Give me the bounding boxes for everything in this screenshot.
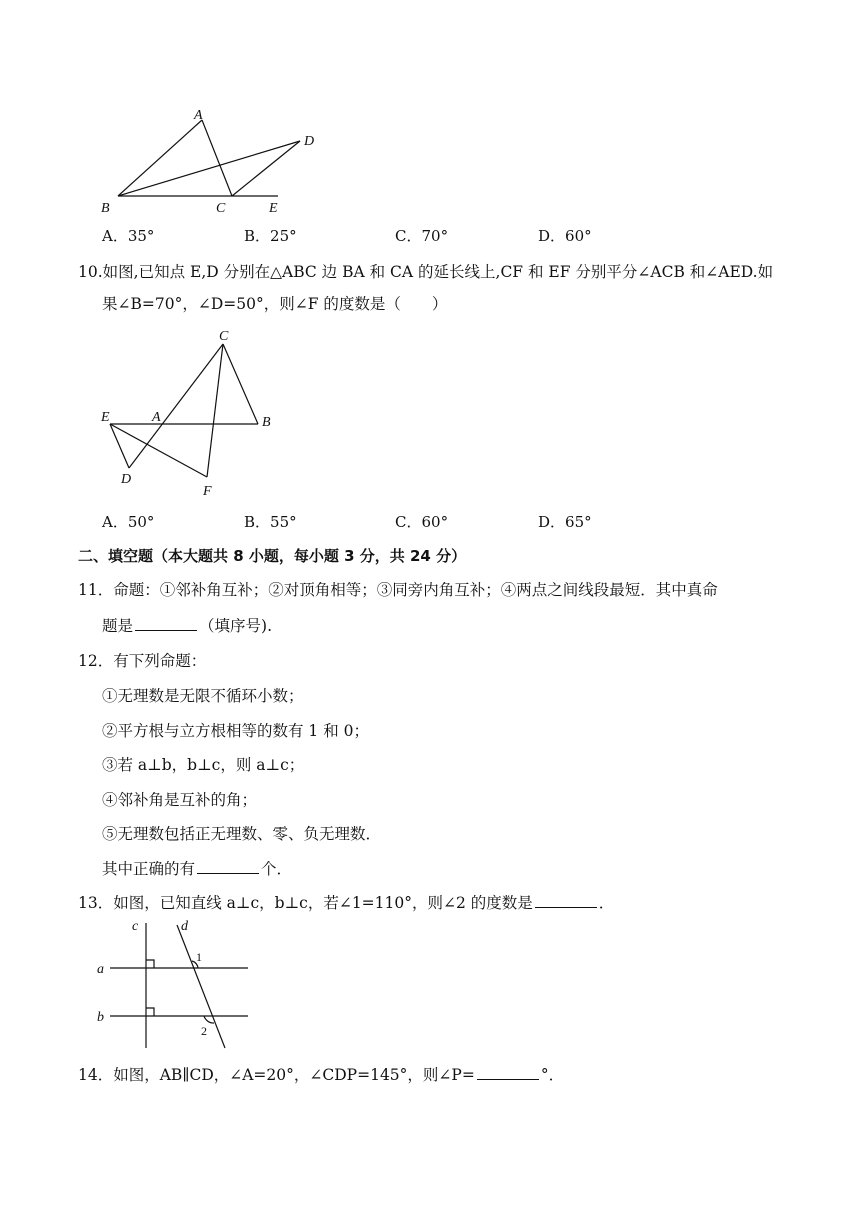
q9-option-d: D．60° xyxy=(538,227,592,245)
q12-tail xyxy=(102,859,292,879)
label-e: E xyxy=(101,410,110,425)
q14-answer-blank[interactable] xyxy=(477,1065,539,1080)
line-ba xyxy=(118,120,202,196)
label-a: a xyxy=(97,962,104,977)
q13-text-after: ． xyxy=(598,894,615,912)
q12-answer-blank[interactable] xyxy=(197,859,259,874)
line-ac xyxy=(202,120,232,196)
line-cd xyxy=(232,141,300,196)
label-d: d xyxy=(181,919,188,934)
q12-item-1: ①无理数是无限不循环小数； xyxy=(102,687,304,705)
q9-option-a: A．35° xyxy=(102,227,155,245)
q14-text xyxy=(78,1065,564,1085)
label-b: B xyxy=(101,201,110,216)
q14-text-before: 14．如图，AB∥CD，∠A=20°，∠CDP=145°，则∠P= xyxy=(78,1066,475,1084)
label-a: A xyxy=(152,410,161,425)
label-angle-2: 2 xyxy=(201,1024,207,1038)
line-cb xyxy=(223,344,258,424)
q12-tail-after: 个． xyxy=(261,860,293,878)
label-f: F xyxy=(203,484,212,499)
q13-answer-blank[interactable] xyxy=(535,893,597,908)
q13-text-before: 13．如图，已知直线 a⊥c，b⊥c，若∠1=110°，则∠2 的度数是 xyxy=(78,894,533,912)
q12-item-4: ④邻补角是互补的角； xyxy=(102,791,258,809)
q12-item-5: ⑤无理数包括正无理数、零、负无理数． xyxy=(102,825,382,843)
label-e: E xyxy=(269,201,278,216)
q11-answer-blank[interactable] xyxy=(135,616,197,631)
line-cd xyxy=(129,344,223,468)
q9-option-b: B．25° xyxy=(244,227,297,245)
q10-line1: 10.如图,已知点 E,D 分别在△ABC 边 BA 和 CA 的延长线上,CF 和 EF 分别平分∠ACB 和∠AED.如 xyxy=(78,263,774,281)
q11-line2 xyxy=(102,616,272,636)
q12-item-3: ③若 a⊥b，b⊥c，则 a⊥c； xyxy=(102,756,305,774)
q11-text-after: （填序号). xyxy=(199,617,272,635)
right-angle-mark-b xyxy=(146,1008,154,1016)
label-d: D xyxy=(304,134,315,149)
figure-q9 xyxy=(95,100,335,220)
label-a: A xyxy=(194,108,203,123)
label-c: c xyxy=(132,919,139,934)
label-b: b xyxy=(97,1010,104,1025)
q11-text-before: 题是 xyxy=(102,617,134,635)
line-bd xyxy=(118,141,300,196)
figure-q10 xyxy=(95,325,295,500)
q10-option-c: C．60° xyxy=(395,513,449,531)
q10-option-b: B．55° xyxy=(244,513,297,531)
q13-text xyxy=(78,893,614,913)
label-b: B xyxy=(262,415,271,430)
q11-line1: 11．命题：①邻补角互补；②对顶角相等；③同旁内角互补；④两点之间线段最短．其中真命 xyxy=(78,581,718,599)
label-angle-1: 1 xyxy=(196,950,202,964)
q12-tail-before: 其中正确的有 xyxy=(102,860,196,878)
section-heading: 二、填空题（本大题共 8 小题，每小题 3 分，共 24 分） xyxy=(78,547,467,565)
label-d: D xyxy=(121,472,132,487)
q12-item-2: ②平方根与立方根相等的数有 1 和 0； xyxy=(102,722,370,740)
label-c: C xyxy=(219,329,229,344)
q10-option-a: A．50° xyxy=(102,513,155,531)
label-c: C xyxy=(216,201,226,216)
figure-q13 xyxy=(92,918,262,1053)
line-ed xyxy=(110,424,129,468)
q12-intro: 12．有下列命题： xyxy=(78,652,207,670)
line-ef xyxy=(110,424,207,477)
line-cf xyxy=(207,344,223,477)
q9-option-c: C．70° xyxy=(395,227,449,245)
q14-text-after: °． xyxy=(540,1066,565,1084)
q10-option-d: D．65° xyxy=(538,513,592,531)
q10-line2: 果∠B=70°，∠D=50°，则∠F 的度数是（ ） xyxy=(102,295,448,313)
right-angle-mark-a xyxy=(146,960,154,968)
